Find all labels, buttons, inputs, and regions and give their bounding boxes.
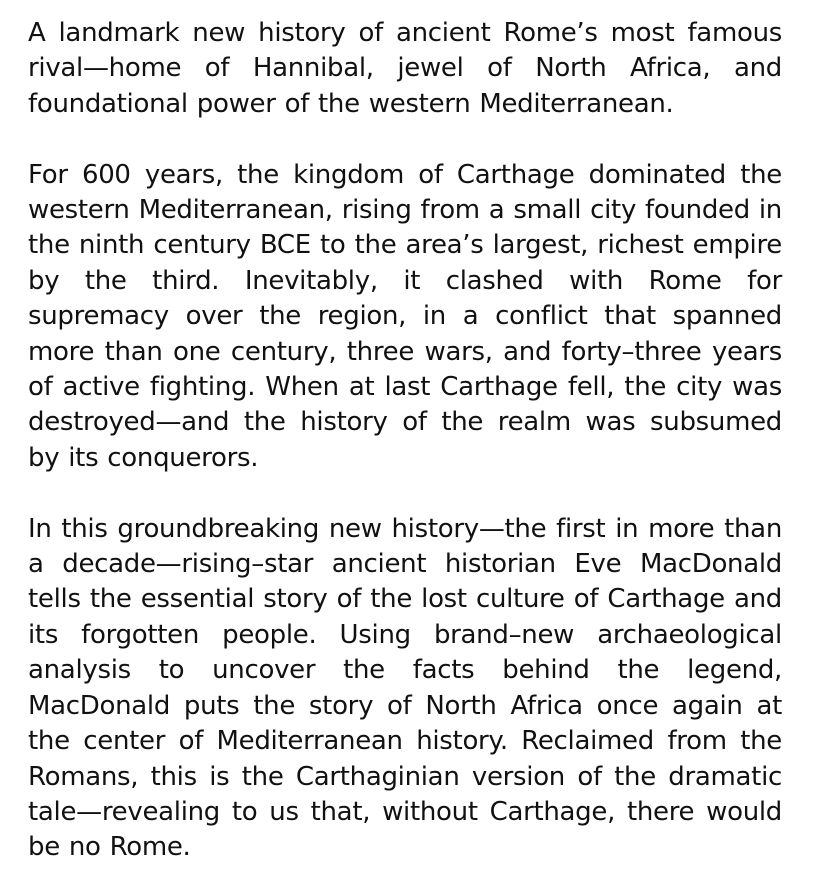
history-paragraph: For 600 years, the kingdom of Carthage dominated the western Mediterranean, rising from a small city founded in the ninth century BCE to the area’s largest, richest empire by the third. Inevitably, it clashed with Rome for supremacy over the region, in a conflict that spanned more than one century, three wars, and forty–three years of active fighting. When at last Carthage fell, the city was destroyed—and the history of the realm was subsumed by its conquerors. [28, 159, 782, 473]
author-paragraph: In this groundbreaking new history—the first in more than a decade—rising–star ancient historian Eve MacDonald tells the essential story of the lost culture of Carthage and its forgotten people. Using brand–new archaeological analysis to uncover the facts behind the legend, MacDonald puts the story of North Africa once again at the center of Mediterranean history. Reclaimed from the Romans, this is the Carthaginian version of the dramatic tale—revealing to us that, without Carthage, there would be no Rome. [28, 513, 782, 863]
intro-paragraph: A landmark new history of ancient Rome’s most famous rival—home of Hannibal, jewel of North Africa, and foundational power of the western Mediterranean. [28, 18, 782, 119]
book-description [28, 16, 782, 866]
